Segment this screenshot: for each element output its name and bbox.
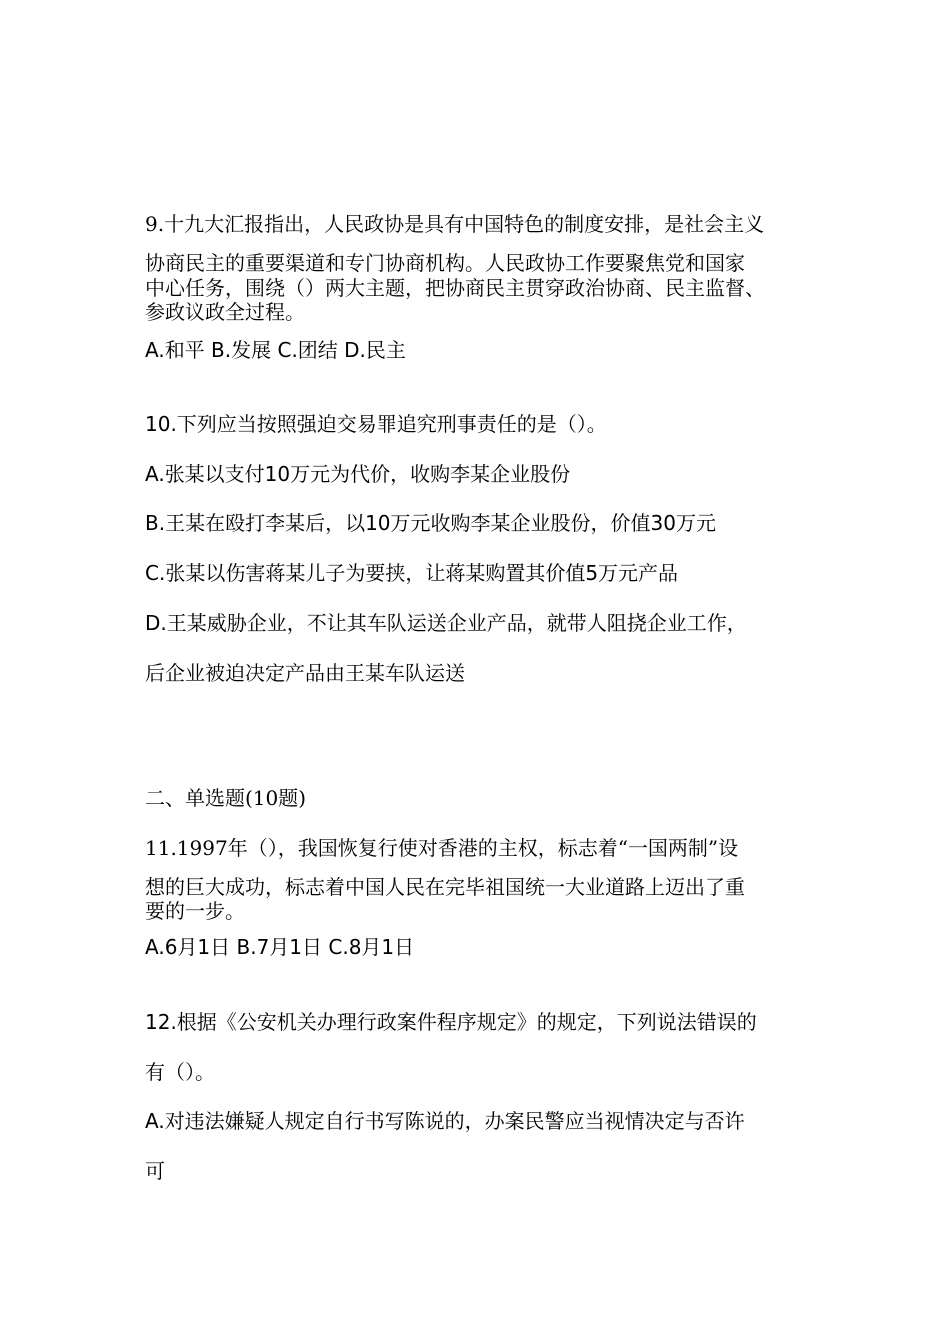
question-10-option-c: C.张某以伤害蒋某儿子为要挟，让蒋某购置其价值5万元产品 — [145, 561, 679, 585]
question-11-stem-line-1: 11.1997年（），我国恢复行使对香港的主权，标志着“一国两制”设 — [145, 836, 739, 860]
question-9-stem-line-4: 参政议政全过程。 — [145, 300, 305, 324]
question-9-stem-line-2: 协商民主的重要渠道和专门协商机构。人民政协工作要聚焦党和国家 — [145, 251, 745, 275]
question-9-stem-line-3: 中心任务，围绕（）两大主题，把协商民主贯穿政治协商、民主监督、 — [145, 276, 765, 300]
question-11-options: A.6月1日 B.7月1日 C.8月1日 — [145, 935, 415, 959]
section-heading: 二、单选题(10题) — [145, 786, 307, 810]
question-10-option-d-line-2: 后企业被迫决定产品由王某车队运送 — [145, 661, 465, 685]
question-10-option-a: A.张某以支付10万元为代价，收购李某企业股份 — [145, 462, 571, 486]
question-10-option-b: B.王某在殴打李某后，以10万元收购李某企业股份，价值30万元 — [145, 511, 716, 535]
question-9-stem-line-1: 9.十九大汇报指出，人民政协是具有中国特色的制度安排，是社会主义 — [145, 212, 765, 236]
question-9-options: A.和平 B.发展 C.团结 D.民主 — [145, 338, 406, 362]
question-11-stem-line-2: 想的巨大成功，标志着中国人民在完毕祖国统一大业道路上迈出了重 — [145, 875, 745, 899]
question-12-option-a-line-1: A.对违法嫌疑人规定自行书写陈说的，办案民警应当视情决定与否许 — [145, 1109, 745, 1133]
question-12-stem-line-2: 有（）。 — [145, 1060, 215, 1084]
question-11-stem-line-3: 要的一步。 — [145, 899, 245, 923]
question-10-stem: 10.下列应当按照强迫交易罪追究刑事责任的是（）。 — [145, 412, 607, 436]
question-12-stem-line-1: 12.根据《公安机关办理行政案件程序规定》的规定，下列说法错误的 — [145, 1010, 757, 1034]
question-12-option-a-line-2: 可 — [145, 1159, 165, 1183]
question-10-option-d-line-1: D.王某威胁企业，不让其车队运送企业产品，就带人阻挠企业工作， — [145, 611, 747, 635]
